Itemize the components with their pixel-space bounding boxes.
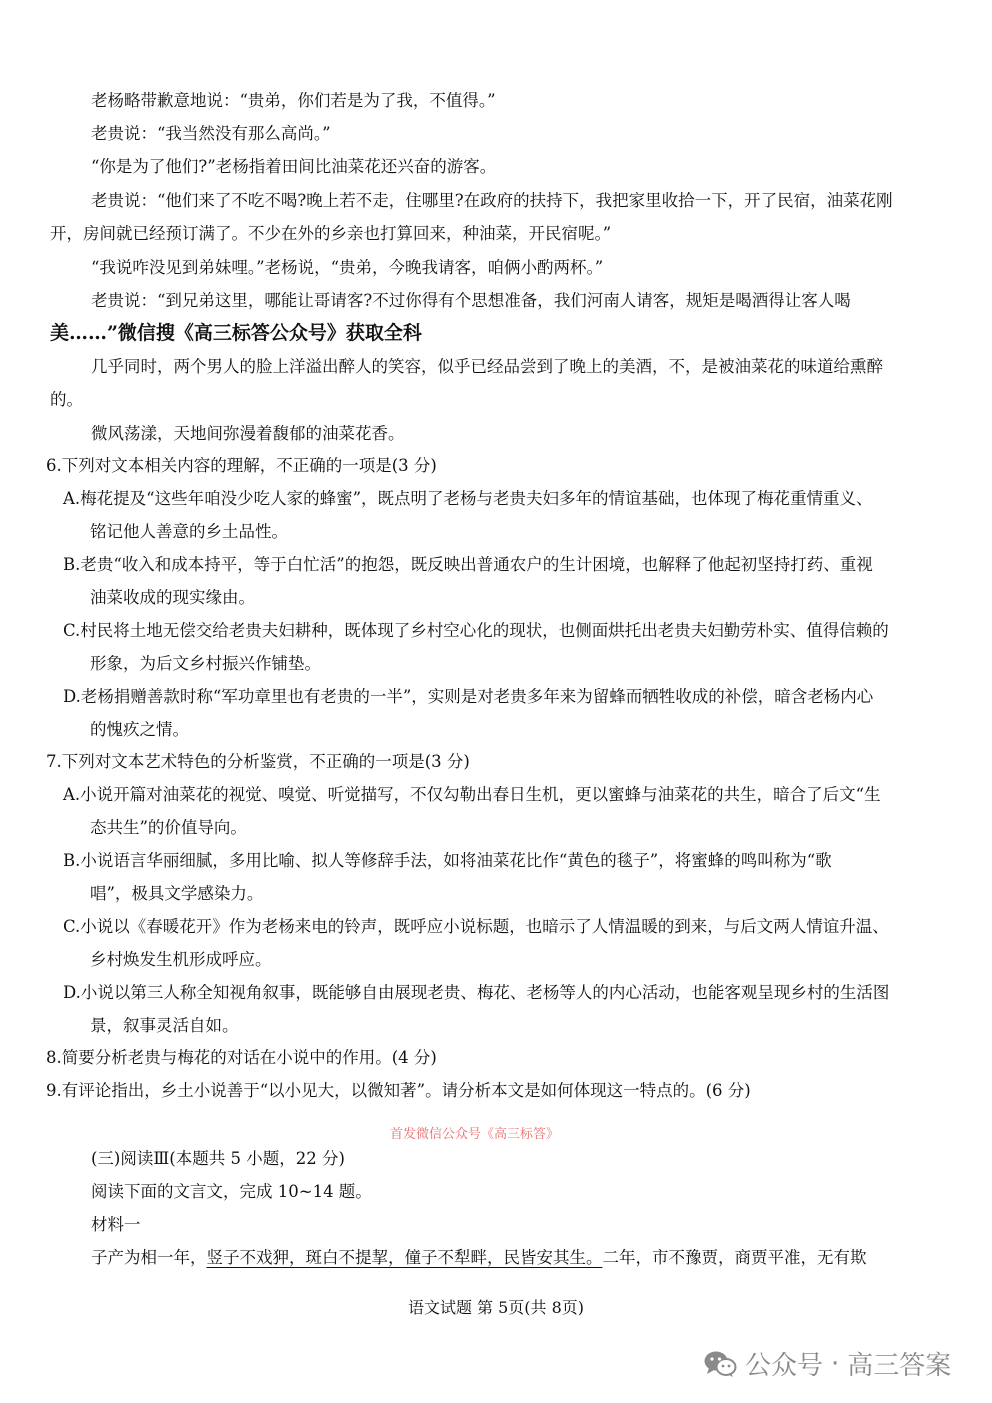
text-line: 几乎同时，两个男人的脸上洋溢出醉人的笑容，似乎已经品尝到了晚上的美酒，不，是被油菜花的味道给熏醉 <box>91 357 883 376</box>
option-c: C.村民将土地无偿交给老贵夫妇耕种，既体现了乡村空心化的现状，也侧面烘托出老贵夫妇勤劳朴实、值得信赖的 <box>63 621 889 640</box>
text-line: “我说咋没见到弟妹哩。”老杨说，“贵弟，今晚我请客，咱俩小酌两杯。” <box>91 258 604 277</box>
brand-dot: · <box>831 1348 840 1379</box>
material-label: 材料一 <box>91 1215 141 1234</box>
option-b: B.小说语言华丽细腻，多用比喻、拟人等修辞手法，如将油菜花比作“黄色的毯子”，将蜜蜂的鸣叫称为“歌 <box>63 851 832 870</box>
question-8: 8.简要分析老贵与梅花的对话在小说中的作用。(4 分) <box>46 1048 437 1067</box>
text-line: 油菜收成的现实缘由。 <box>90 588 255 607</box>
text-line: 态共生”的价值导向。 <box>90 818 247 837</box>
text-line: 开，房间就已经预订满了。不少在外的乡亲也打算回来，种油菜，开民宿呢。” <box>50 224 612 243</box>
brand-account: 公众号 <box>745 1351 824 1381</box>
text-line: 铭记他人善意的乡土品性。 <box>90 522 288 541</box>
text-line: 景，叙事灵活自如。 <box>90 1016 239 1035</box>
question-7: 7.下列对文本艺术特色的分析鉴赏，不正确的一项是(3 分) <box>46 752 470 771</box>
underlined-sentence: 竖子不戏狎，斑白不提挈，僮子不犁畔，民皆安其生。 <box>206 1248 603 1267</box>
text-line: “你是为了他们?”老杨指着田间比油菜花还兴奋的游客。 <box>91 157 497 176</box>
option-d: D.老杨捐赠善款时称“军功章里也有老贵的一半”，实则是对老贵多年来为留蜂而牺牲收成的补偿，暗含老杨内心 <box>63 687 874 706</box>
text-line: 的。 <box>50 390 83 409</box>
option-a: A.小说开篇对油菜花的视觉、嗅觉、听觉描写，不仅勾勒出春日生机，更以蜜蜂与油菜花的共生，暗合了后文“生 <box>63 785 881 804</box>
option-b: B.老贵“收入和成本持平，等于白忙活”的抱怨，既反映出普通农户的生计困境，也解释了他起初坚持打药、重视 <box>63 555 873 574</box>
text-line: 唱”，极具文学感染力。 <box>90 884 264 903</box>
text-line: 老杨略带歉意地说：“贵弟，你们若是为了我，不值得。” <box>91 91 496 110</box>
text-line: 形象，为后文乡村振兴作铺垫。 <box>90 654 321 673</box>
option-a: A.梅花提及“这些年咱没少吃人家的蜂蜜”，既点明了老杨与老贵夫妇多年的情谊基础，也体现了梅花重情重义、 <box>63 489 873 508</box>
wechat-icon <box>703 1349 737 1379</box>
text-line: 老贵说：“我当然没有那么高尚。” <box>91 124 331 143</box>
question-6: 6.下列对文本相关内容的理解，不正确的一项是(3 分) <box>46 456 437 475</box>
section-title: (三)阅读Ⅲ(本题共 5 小题，22 分) <box>91 1149 345 1168</box>
text-segment: 子产为相一年， <box>91 1248 207 1267</box>
watermark: 首发微信公众号《高三标答》 <box>390 1127 560 1142</box>
question-9: 9.有评论指出，乡土小说善于“以小见大，以微知著”。请分析本文是如何体现这一特点的。(6 分) <box>46 1081 751 1100</box>
brand-name: 高三答案 <box>847 1351 952 1381</box>
text-line-promo: 美……”微信搜《高三标答公众号》获取全科 <box>50 322 422 344</box>
text-line: 老贵说：“他们来了不吃不喝?晚上若不走，住哪里?在政府的扶持下，我把家里收拾一下，开了民宿，油菜花刚 <box>91 191 893 210</box>
text-line: 微风荡漾，天地间弥漫着馥郁的油菜花香。 <box>91 424 405 443</box>
brand-watermark <box>703 1345 951 1382</box>
text-line: 的愧疚之情。 <box>90 720 189 739</box>
classical-text-line <box>91 1246 867 1270</box>
section-instruction: 阅读下面的文言文，完成 10~14 题。 <box>91 1182 372 1201</box>
text-line: 老贵说：“到兄弟这里，哪能让哥请客?不过你得有个思想准备，我们河南人请客，规矩是喝酒得让客人喝 <box>91 291 851 310</box>
option-c: C.小说以《春暖花开》作为老杨来电的铃声，既呼应小说标题，也暗示了人情温暖的到来，与后文两人情谊升温、 <box>63 917 889 936</box>
option-d: D.小说以第三人称全知视角叙事，既能够自由展现老贵、梅花、老杨等人的内心活动，也能客观呈现乡村的生活图 <box>63 983 890 1002</box>
page-footer: 语文试题 第 5页(共 8页) <box>407 1298 585 1317</box>
text-segment: 二年，市不豫贾，商贾平准，无有欺 <box>602 1248 867 1267</box>
text-line: 乡村焕发生机形成呼应。 <box>90 950 272 969</box>
